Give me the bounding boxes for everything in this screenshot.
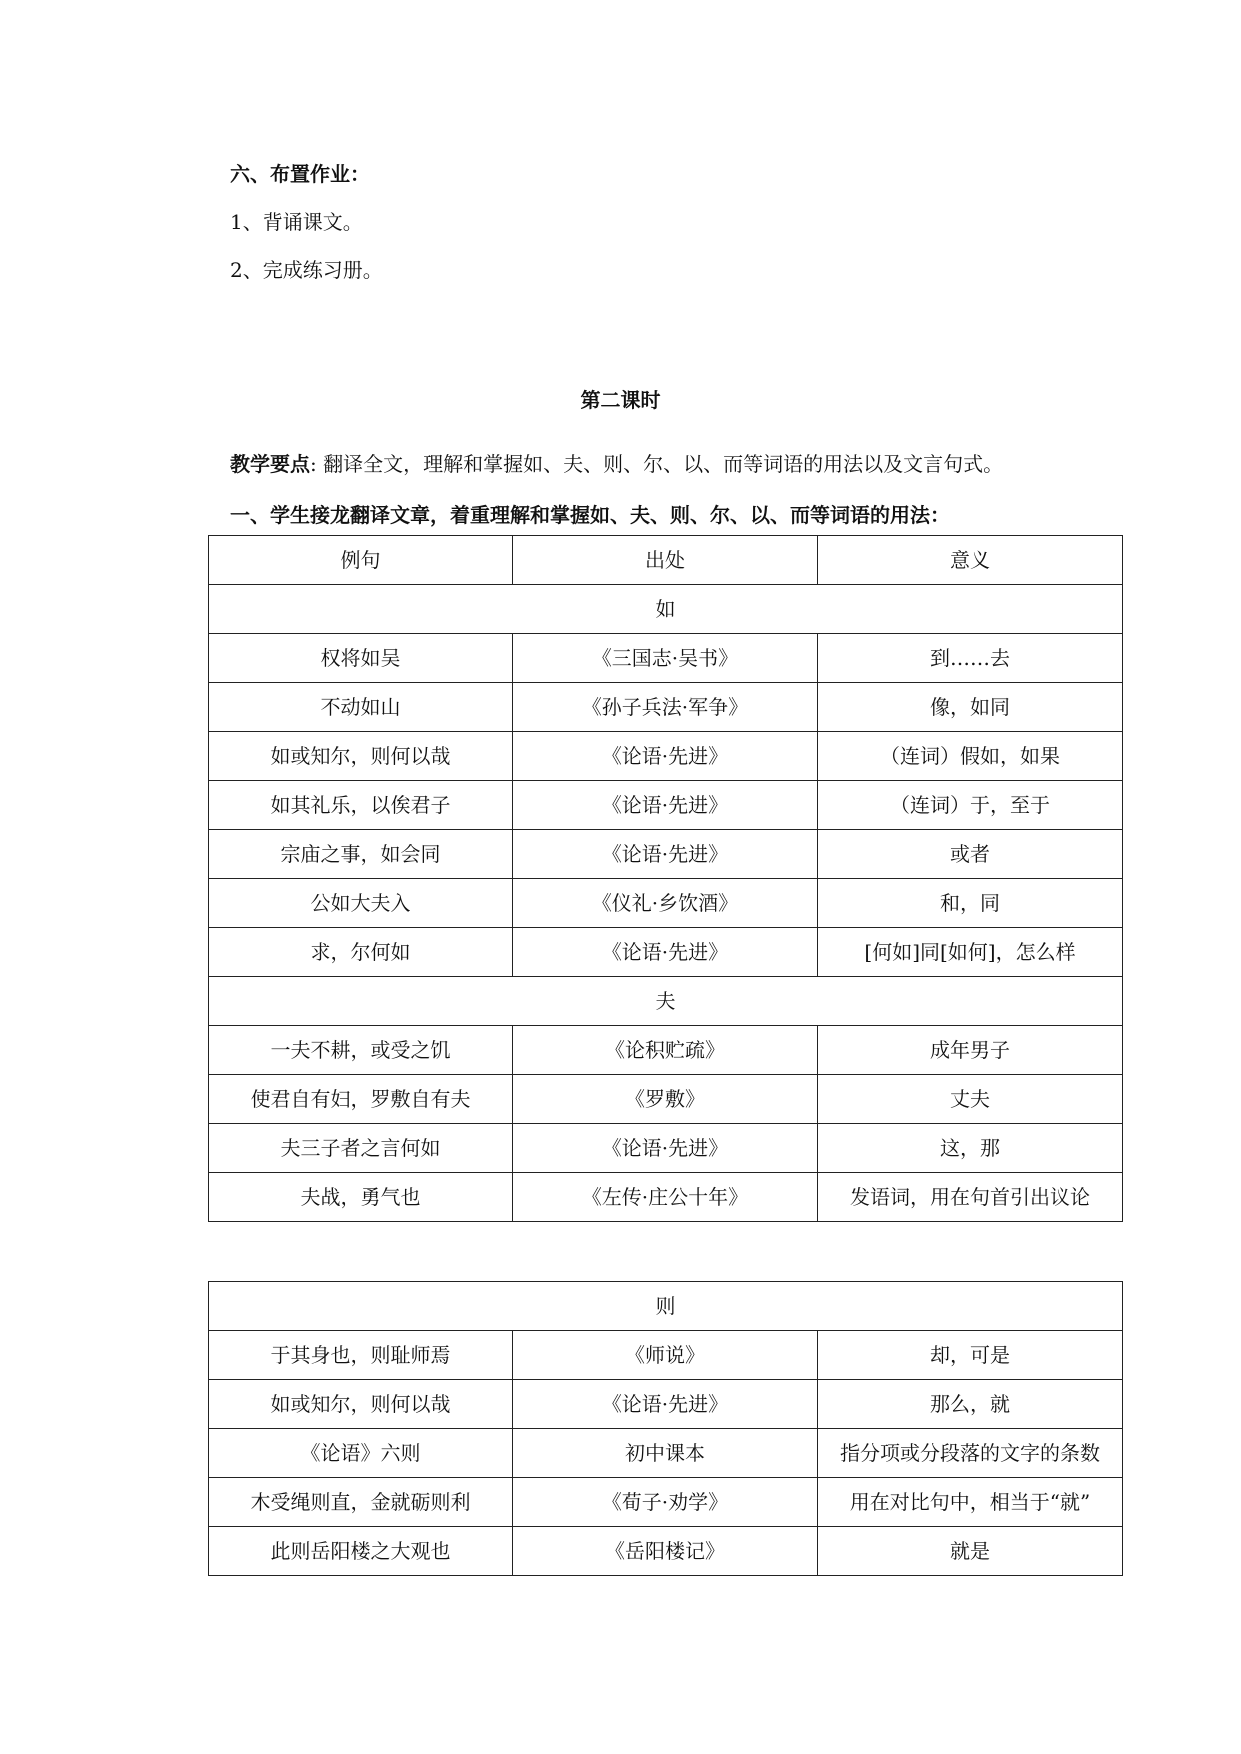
table-header-row <box>209 536 1123 585</box>
source-cell: 《岳阳楼记》 <box>513 1527 818 1576</box>
meaning-cell: 用在对比句中，相当于“就” <box>818 1478 1123 1527</box>
table-row <box>209 1331 1123 1380</box>
meaning-cell: （连词）假如，如果 <box>818 732 1123 781</box>
usage-table-2-body <box>209 1282 1123 1576</box>
table-header-cell: 例句 <box>209 536 513 585</box>
table-row <box>209 1124 1123 1173</box>
table-row <box>209 1075 1123 1124</box>
key-points <box>230 450 1003 478</box>
meaning-cell: 就是 <box>818 1527 1123 1576</box>
source-cell: 《罗敷》 <box>513 1075 818 1124</box>
source-cell: 《论语·先进》 <box>513 732 818 781</box>
table-row <box>209 1026 1123 1075</box>
table-row <box>209 928 1123 977</box>
meaning-cell: 到……去 <box>818 634 1123 683</box>
table-row <box>209 634 1123 683</box>
meaning-cell: 指分项或分段落的文字的条数 <box>818 1429 1123 1478</box>
example-sentence-cell: 《论语》六则 <box>209 1429 513 1478</box>
example-sentence-cell: 于其身也，则耻师焉 <box>209 1331 513 1380</box>
example-sentence-cell: 权将如吴 <box>209 634 513 683</box>
table-row <box>209 830 1123 879</box>
table-row <box>209 732 1123 781</box>
table-row <box>209 683 1123 732</box>
source-cell: 《师说》 <box>513 1331 818 1380</box>
table-row <box>209 781 1123 830</box>
source-cell: 《论语·先进》 <box>513 781 818 830</box>
source-cell: 《左传·庄公十年》 <box>513 1173 818 1222</box>
usage-table-1 <box>208 535 1123 1222</box>
table-group-row <box>209 585 1123 634</box>
table-group-row <box>209 1282 1123 1331</box>
table-row <box>209 1478 1123 1527</box>
example-sentence-cell: 如或知尔，则何以哉 <box>209 1380 513 1429</box>
example-sentence-cell: 如其礼乐，以俟君子 <box>209 781 513 830</box>
table-group-label: 如 <box>209 585 1123 634</box>
key-points-label: 教学要点 <box>230 452 310 476</box>
meaning-cell: 这，那 <box>818 1124 1123 1173</box>
source-cell: 《论语·先进》 <box>513 830 818 879</box>
example-sentence-cell: 此则岳阳楼之大观也 <box>209 1527 513 1576</box>
meaning-cell: 却，可是 <box>818 1331 1123 1380</box>
source-cell: 《论积贮疏》 <box>513 1026 818 1075</box>
usage-table-1-body <box>209 536 1123 1222</box>
table-row <box>209 879 1123 928</box>
meaning-cell: [何如]同[如何]，怎么样 <box>818 928 1123 977</box>
source-cell: 初中课本 <box>513 1429 818 1478</box>
source-cell: 《论语·先进》 <box>513 1380 818 1429</box>
table-row <box>209 1527 1123 1576</box>
source-cell: 《论语·先进》 <box>513 928 818 977</box>
meaning-cell: 像，如同 <box>818 683 1123 732</box>
example-sentence-cell: 使君自有妇，罗敷自有夫 <box>209 1075 513 1124</box>
table-group-row <box>209 977 1123 1026</box>
meaning-cell: 或者 <box>818 830 1123 879</box>
meaning-cell: （连词）于，至于 <box>818 781 1123 830</box>
example-sentence-cell: 如或知尔，则何以哉 <box>209 732 513 781</box>
key-points-text: 翻译全文，理解和掌握如、夫、则、尔、以、而等词语的用法以及文言句式。 <box>323 452 1004 476</box>
table-row <box>209 1380 1123 1429</box>
meaning-cell: 那么，就 <box>818 1380 1123 1429</box>
meaning-cell: 成年男子 <box>818 1026 1123 1075</box>
usage-table-2 <box>208 1281 1123 1576</box>
example-sentence-cell: 夫战，勇气也 <box>209 1173 513 1222</box>
section-heading-translation: 一、学生接龙翻译文章，着重理解和掌握如、夫、则、尔、以、而等词语的用法： <box>230 503 950 527</box>
meaning-cell: 和，同 <box>818 879 1123 928</box>
source-cell: 《荀子·劝学》 <box>513 1478 818 1527</box>
table-row <box>209 1173 1123 1222</box>
source-cell: 《孙子兵法·军争》 <box>513 683 818 732</box>
source-cell: 《仪礼·乡饮酒》 <box>513 879 818 928</box>
example-sentence-cell: 夫三子者之言何如 <box>209 1124 513 1173</box>
example-sentence-cell: 宗庙之事，如会同 <box>209 830 513 879</box>
lesson-title: 第二课时 <box>580 388 661 412</box>
key-points-colon: : <box>310 452 324 476</box>
meaning-cell: 发语词，用在句首引出议论 <box>818 1173 1123 1222</box>
source-cell: 《论语·先进》 <box>513 1124 818 1173</box>
table-row <box>209 1429 1123 1478</box>
homework-item-2: 2、完成练习册。 <box>230 258 383 282</box>
table-group-label: 则 <box>209 1282 1123 1331</box>
source-cell: 《三国志·吴书》 <box>513 634 818 683</box>
example-sentence-cell: 一夫不耕，或受之饥 <box>209 1026 513 1075</box>
meaning-cell: 丈夫 <box>818 1075 1123 1124</box>
section-heading-homework: 六、布置作业： <box>230 162 370 186</box>
table-header-cell: 意义 <box>818 536 1123 585</box>
example-sentence-cell: 求，尔何如 <box>209 928 513 977</box>
homework-item-1: 1、背诵课文。 <box>230 210 363 234</box>
example-sentence-cell: 木受绳则直，金就砺则利 <box>209 1478 513 1527</box>
table-header-cell: 出处 <box>513 536 818 585</box>
table-group-label: 夫 <box>209 977 1123 1026</box>
example-sentence-cell: 不动如山 <box>209 683 513 732</box>
example-sentence-cell: 公如大夫入 <box>209 879 513 928</box>
